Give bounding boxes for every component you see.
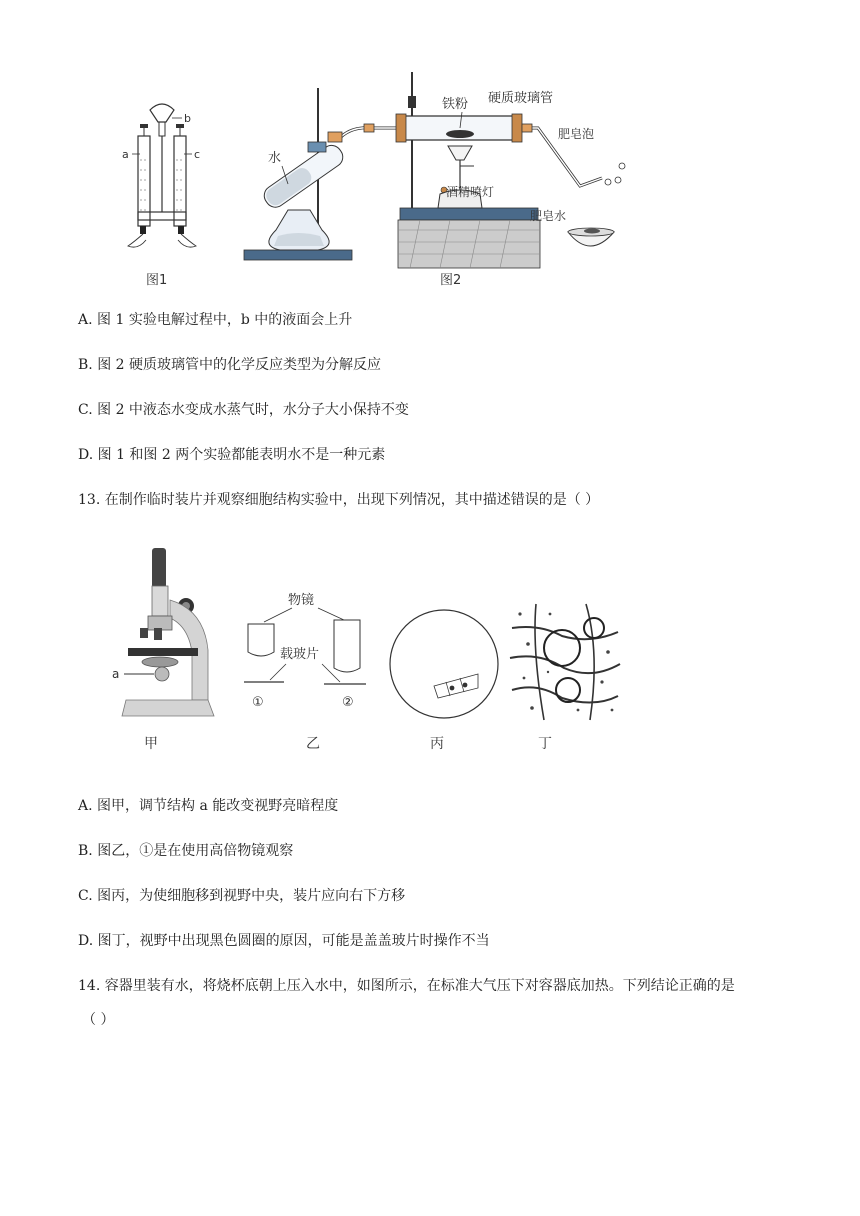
- caption-bing: 丙: [430, 736, 444, 752]
- q14-stem: 14. 容器里装有水，将烧杯底朝上压入水中，如图所示，在标准大气压下对容器底加热。下列结论正确的是: [78, 978, 735, 994]
- electrolysis-apparatus: [122, 104, 200, 288]
- q12-option-c: C. 图 2 中液态水变成水蒸气时，水分子大小保持不变: [78, 402, 409, 418]
- q13-option-d: D. 图丁，视野中出现黑色圆圈的原因，可能是盖盖玻片时操作不当: [78, 933, 490, 949]
- fig2-label-soapwater: 肥皂水: [530, 209, 567, 223]
- fig1-label-a: a: [122, 148, 129, 161]
- cell-view-with-bubbles: [510, 602, 620, 752]
- q12-option-a: A. 图 1 实验电解过程中，b 中的液面会上升: [78, 312, 353, 328]
- fig2-label-iron: 铁粉: [442, 97, 469, 112]
- fig2-caption: 图2: [440, 273, 462, 288]
- label-2: ②: [342, 695, 354, 710]
- fig2-label-tube: 硬质玻璃管: [488, 91, 554, 106]
- q12-option-d: D. 图 1 和图 2 两个实验都能表明水不是一种元素: [78, 447, 386, 463]
- label-1: ①: [252, 695, 264, 710]
- fig2-label-water: 水: [268, 151, 282, 166]
- objective-lens-diagram: [244, 592, 366, 752]
- fig1-label-c: c: [194, 148, 201, 161]
- q12-figure-svg: [110, 60, 670, 300]
- caption-jia: 甲: [144, 736, 158, 752]
- fig2-label-lamp: 酒精喷灯: [446, 185, 495, 199]
- fig2-label-bubbles: 肥皂泡: [558, 127, 595, 141]
- fig1-caption: 图1: [146, 273, 168, 288]
- q13-option-a: A. 图甲，调节结构 a 能改变视野亮暗程度: [78, 798, 339, 814]
- microscope: [112, 548, 214, 752]
- q13-stem: 13. 在制作临时装片并观察细胞结构实验中，出现下列情况，其中描述错误的是（ ）: [78, 492, 600, 508]
- q13-figure-svg: [100, 540, 630, 760]
- caption-yi: 乙: [306, 736, 320, 752]
- q12-option-b: B. 图 2 硬质玻璃管中的化学反应类型为分解反应: [78, 357, 381, 373]
- label-slide: 载玻片: [280, 647, 320, 662]
- q12-figure: [110, 60, 670, 300]
- microscope-label-a: a: [112, 667, 120, 681]
- field-of-view: [390, 610, 498, 752]
- q14-answer-paren: （ ）: [82, 1012, 115, 1028]
- q13-figure: [100, 540, 630, 760]
- q13-option-b: B. 图乙，①是在使用高倍物镜观察: [78, 843, 294, 859]
- caption-ding: 丁: [538, 736, 552, 752]
- iron-steam-apparatus: [244, 72, 625, 288]
- q13-option-c: C. 图丙，为使细胞移到视野中央，装片应向右下方移: [78, 888, 406, 904]
- label-objective: 物镜: [288, 593, 315, 608]
- fig1-label-b: b: [184, 112, 191, 125]
